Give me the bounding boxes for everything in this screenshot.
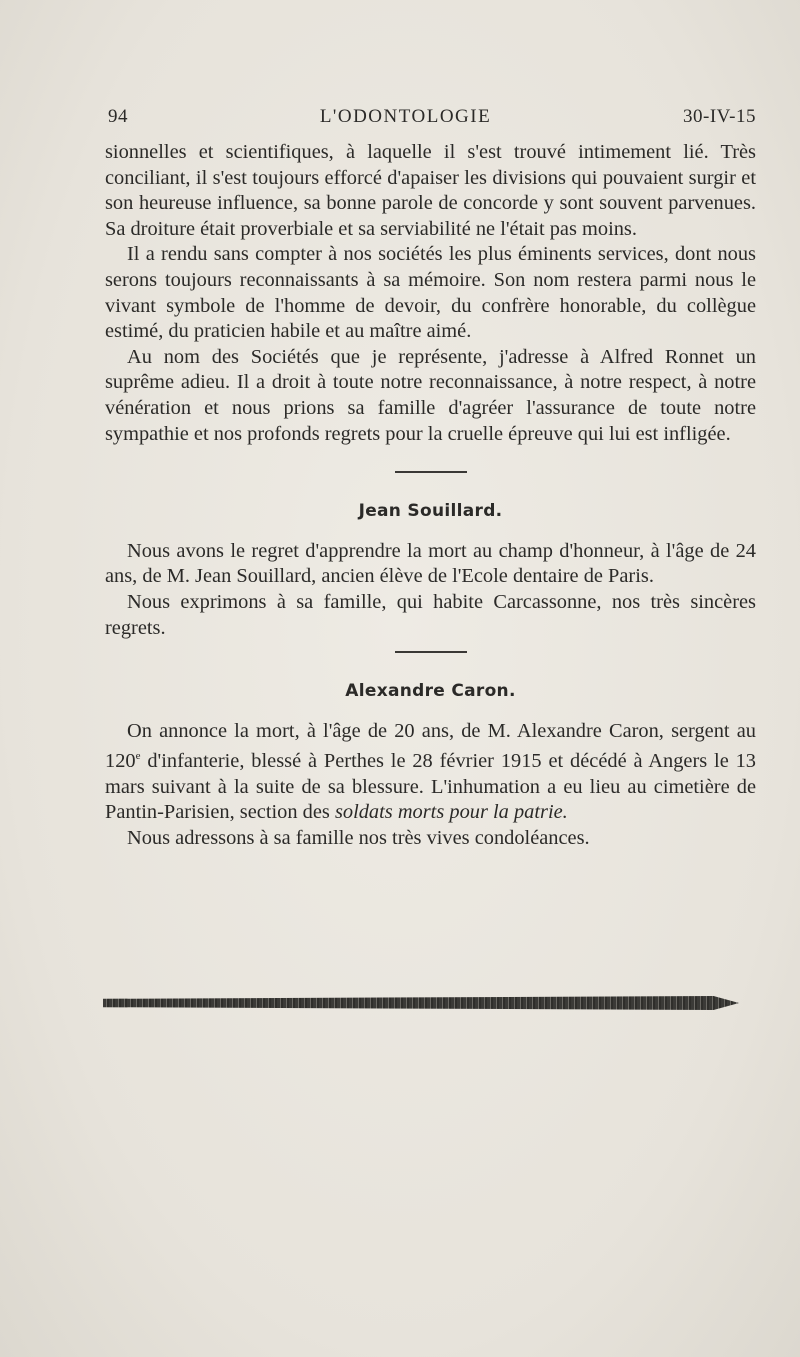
text-run: d'infanterie, blessé à Perthes le 28 février 1915 et décédé à Angers le 13 mars suivant à la suite de sa blessure. L'inhumation a eu lieu au cimetière de Pantin-Parisien, section des bbox=[105, 750, 756, 824]
article-body bbox=[105, 140, 756, 851]
paragraph: Nous avons le regret d'apprendre la mort au champ d'honneur, à l'âge de 24 ans, de M. Jean Souillard, ancien élève de l'Ecole dentaire de Paris. bbox=[105, 539, 756, 588]
superscript: e bbox=[135, 750, 141, 763]
paragraph: Au nom des Sociétés que je représente, j'adresse à Alfred Ronnet un suprême adieu. Il a droit à toute notre reconnaissance, à notre respect, à notre vénération et nous prions sa famille d'agréer l'assurance de toute notre sympathie et nos profonds regrets pour la cruelle épreuve qui lui est infligée. bbox=[105, 345, 756, 445]
section-heading-souillard: Jean Souillard. bbox=[358, 501, 503, 522]
text-run: On annonce la mort, à l'âge de 20 ans, de M. Alexandre Caron, sergent au 120 bbox=[105, 719, 756, 773]
section-heading-caron: Alexandre Caron. bbox=[345, 681, 516, 702]
running-header bbox=[108, 106, 756, 128]
section-divider bbox=[395, 651, 467, 653]
section-divider bbox=[395, 471, 467, 473]
paragraph bbox=[105, 719, 756, 826]
paragraph: Nous exprimons à sa famille, qui habite Carcassonne, nos très sincères regrets. bbox=[105, 590, 756, 639]
paragraph: sionnelles et scientifiques, à laquelle il s'est trouvé intimement lié. Très conciliant, il s'est toujours efforcé d'apaiser les divisions qui pouvaient surgir et son heureuse influence, sa bonne parole de concorde y sont souvent parvenues. Sa droiture était proverbiale et sa serviabilité ne l'était pas moins. bbox=[105, 141, 756, 240]
italic-text: soldats morts pour la patrie. bbox=[334, 801, 568, 824]
page-number: 94 bbox=[108, 106, 128, 127]
journal-title: L'ODONTOLOGIE bbox=[319, 106, 492, 127]
paragraph: Nous adressons à sa famille nos très vives condoléances. bbox=[127, 826, 590, 849]
decorative-rule bbox=[103, 996, 739, 1010]
paragraph: Il a rendu sans compter à nos sociétés les plus éminents services, dont nous serons toujours reconnaissants à sa mémoire. Son nom restera parmi nous le vivant symbole de l'homme de devoir, du confrère honorable, du collègue estimé, du praticien habile et au maître aimé. bbox=[105, 243, 756, 343]
issue-date: 30-IV-15 bbox=[683, 106, 756, 127]
